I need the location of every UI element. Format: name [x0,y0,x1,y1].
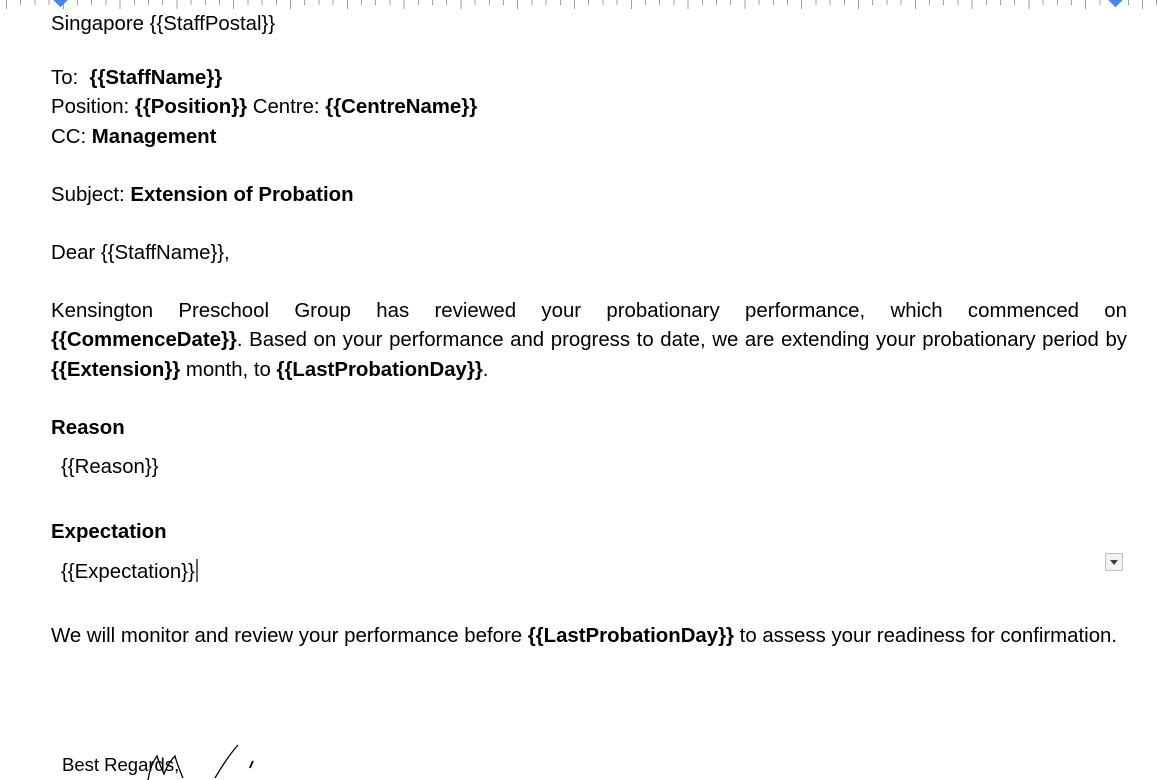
to-label: To: [51,67,79,89]
to-line [51,64,222,93]
body-month-to: month, to [185,358,271,381]
dropdown-button[interactable] [1105,553,1123,571]
chevron-down-icon [1110,560,1118,565]
body-paragraph [51,297,1127,385]
left-indent-marker[interactable] [53,0,69,7]
right-indent-marker[interactable] [1108,0,1124,7]
monitor-end: to assess your readiness for confirmation. [739,625,1118,647]
position-label: Position: [51,96,130,118]
last-probation-day: {{LastProbationDay}} [276,358,483,381]
signoff: Best Regards, [62,754,180,775]
position-line [51,93,477,122]
to-value: {{StaffName}} [89,67,223,89]
extension-value: {{Extension}} [51,358,181,381]
address-line: Singapore {{StaffPostal}} [51,13,276,35]
body-intro: Kensington Preschool Group has reviewed your probationary performance, which commenced on [51,300,1127,322]
centre-label: Centre: [252,96,320,118]
monitor-paragraph [51,622,1127,651]
horizontal-ruler[interactable] [0,0,1164,10]
expectation-heading: Expectation [51,521,167,543]
reason-heading-line [51,414,125,443]
subject-line [51,181,354,210]
text-cursor [196,559,198,582]
reason-field[interactable]: {{Reason}} [61,456,159,478]
cc-value: Management [91,126,217,148]
monitor-intro: We will monitor and review your performance before [51,625,523,647]
expectation-field[interactable] [61,558,198,587]
subject-label: Subject: [51,184,125,206]
monitor-day: {{LastProbationDay}} [527,625,734,647]
expectation-value: {{Expectation}} [61,561,195,583]
position-value: {{Position}} [134,96,248,118]
body-end: . [482,358,489,381]
centre-value: {{CentreName}} [325,96,478,118]
cc-line [51,123,216,152]
body-middle: . Based on your performance and progress to date, we are extending your probationary period by [236,329,1127,352]
cc-label: CC: [51,126,87,148]
expectation-heading-line [51,518,167,547]
handwritten-signature [140,738,270,780]
reason-heading: Reason [51,417,125,439]
salutation: Dear {{StaffName}}, [51,242,230,264]
subject-value: Extension of Probation [130,184,354,206]
commence-date: {{CommenceDate}} [51,329,237,352]
